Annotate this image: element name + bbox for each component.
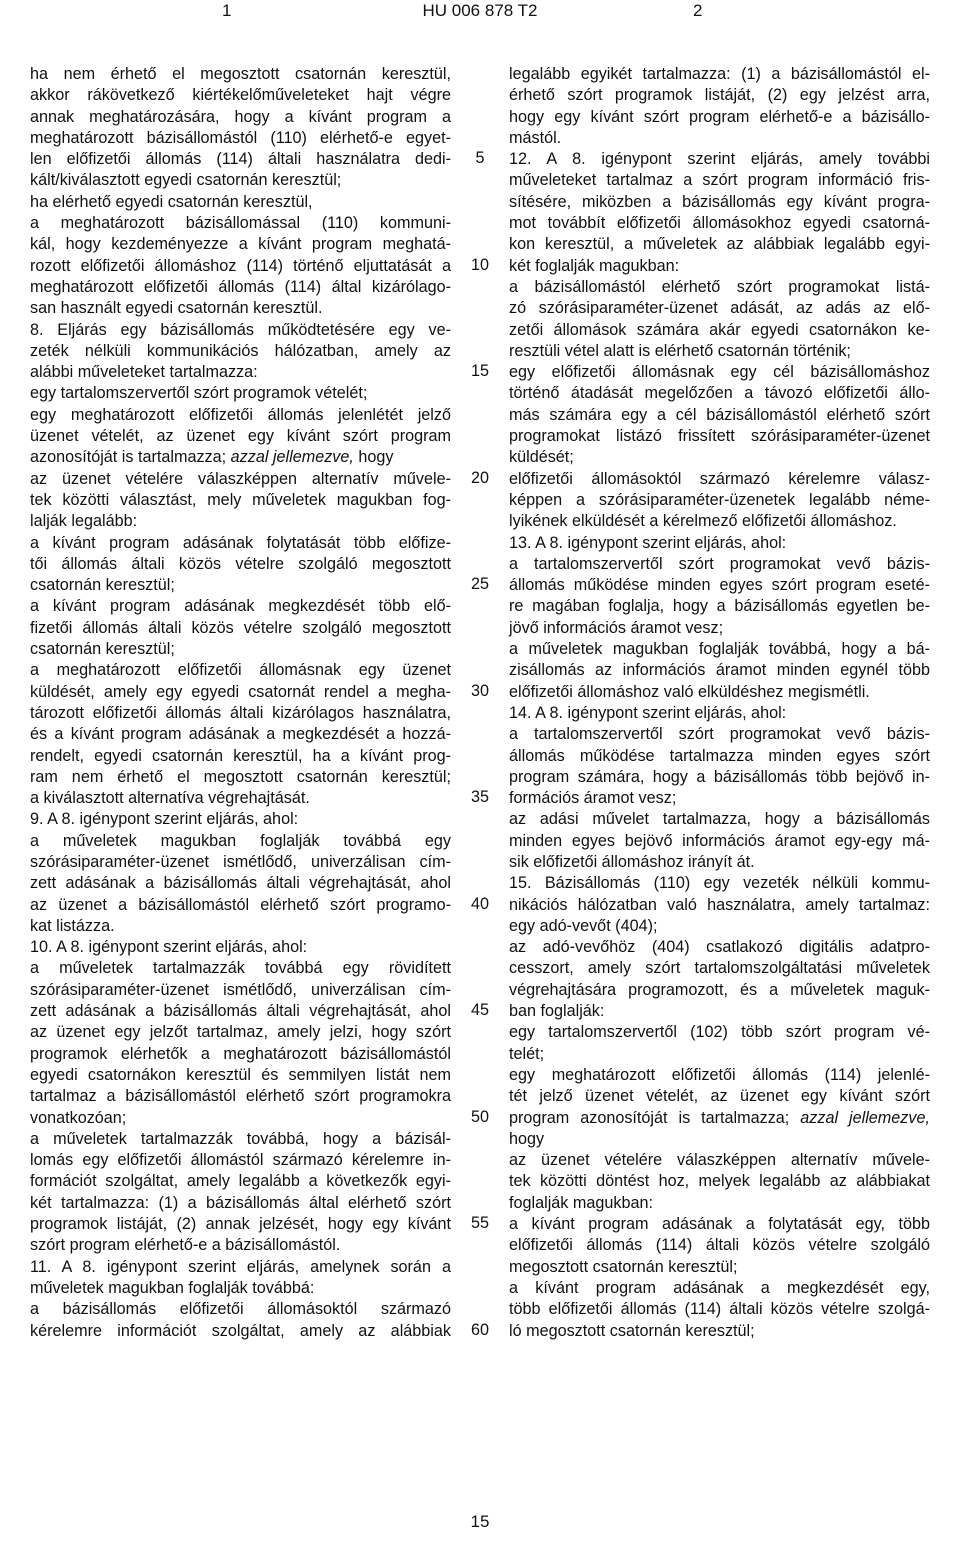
line-number: 35 [470, 788, 489, 807]
line-number: 20 [470, 468, 489, 487]
text-line: üzenet vételét, az üzenet egy kívánt szórt program [30, 427, 451, 446]
text-line: és a kívánt program adásának a megkezdését a hozzá- [30, 725, 451, 744]
line-number: 50 [470, 1107, 489, 1126]
text-line: fizetői állomás általi közös vételre szolgáló megosztott [30, 618, 451, 637]
text-line: végrehajtására programozott, és a műveletek maguk- [509, 980, 930, 999]
text-line: tek közötti döntést hoz, melyek legalább az alábbiakat [509, 1172, 930, 1191]
column-number-left: 1 [222, 1, 232, 20]
text-line: 12. A 8. igénypont szerint eljárás, amely további [509, 150, 930, 169]
page-number: 15 [470, 1512, 490, 1531]
text-line: tét jelző üzenet vételét, az üzenet egy kívánt szórt [509, 1087, 930, 1106]
text-line: akkor rákövetkező kiértékelőműveleteket hajt végre [30, 86, 451, 105]
text-line: mástól. [509, 128, 562, 147]
text-line: két tartalmazza: (1) a bázisállomás által elérhető szórt [30, 1193, 451, 1212]
text-line: rozott előfizetői állomáshoz (114) történő eljuttatását a [30, 256, 451, 275]
text-line: a meghatározott előfizetői állomásnak egy üzenet [30, 661, 451, 680]
line-number: 5 [475, 149, 485, 168]
document-id: HU 006 878 T2 [422, 1, 538, 20]
text-line: meghatározott előfizetői állomás (114) által kizárólago- [30, 277, 451, 296]
text-line: rendelt, egyedi csatornán keresztül, ha a kívánt prog- [30, 746, 451, 765]
text-line: az üzenet vételére válaszképpen alternatív művele- [509, 1151, 930, 1170]
text-line: program azonosítóját is tartalmazza; azzal jellemezve, [509, 1108, 930, 1127]
text-line: kat listázza. [30, 916, 115, 935]
text-line: ha elérhető egyedi csatornán keresztül, [30, 192, 313, 211]
text-line: a műveletek tartalmazzák továbbá egy rövidített [30, 959, 451, 978]
text-line: meghatározott bázisállomástól (110) elérhető-e egyet- [30, 128, 451, 147]
page-footer [0, 1512, 960, 1532]
text-line: előfizetői állomás (114) általi közös vételre szolgáló [509, 1236, 930, 1255]
line-number: 60 [470, 1320, 489, 1339]
text-line: san használt egyedi csatornán keresztül. [30, 299, 323, 318]
text-line: kál, hogy kezdeményezze a kívánt program meghatá- [30, 235, 451, 254]
text-line: cesszort, amely szórt tartalomszolgáltatási műveletek [509, 959, 930, 978]
text-line: megosztott csatornán keresztül; [509, 1257, 738, 1276]
text-line: lomás egy előfizetői állomástól származó kérelemre in- [30, 1151, 451, 1170]
text-line: 8. Eljárás egy bázisállomás működtetésére egy ve- [30, 320, 451, 339]
text-line: programok listáját, (2) annak jelzését, hogy egy kívánt [30, 1215, 451, 1234]
text-line: ban foglalják: [509, 1002, 605, 1021]
text-line: a műveletek magukban foglalják továbbá, hogy a bá- [509, 640, 930, 659]
text-line: 11. A 8. igénypont szerint eljárás, amelynek során a [30, 1257, 451, 1276]
text-line: küldését; [509, 448, 574, 467]
text-line: zett adásának a bázisállomás általi végrehajtását, ahol [30, 1002, 451, 1021]
text-line: resztüli vétel alatt is elérhető csatornán történik; [509, 341, 851, 360]
text-line: két foglalják magukban: [509, 256, 680, 275]
text-line: tározott előfizetői állomás általi kizárólagos használatra, [30, 703, 451, 722]
text-line: a kívánt program adásának a megkezdését egy, [509, 1278, 930, 1297]
text-line: a tartalomszervertől szórt programokat vevő bázis- [509, 554, 930, 573]
text-line: tek közötti választást, mely műveletek magukban fog- [30, 490, 451, 509]
text-line: ló megosztott csatornán keresztül; [509, 1321, 755, 1340]
text-line: a meghatározott bázisállomással (110) kommuni- [30, 214, 451, 233]
text-line: hogy [509, 1129, 545, 1148]
text-line: a kiválasztott alternatíva végrehajtását. [30, 789, 310, 808]
text-line: alábbi műveleteket tartalmazza: [30, 363, 258, 382]
text-line: 13. A 8. igénypont szerint eljárás, ahol: [509, 533, 787, 552]
text-line: sítésére, miközben a bázisállomás egy kívánt progra- [509, 192, 930, 211]
text-line: vonatkozóan; [30, 1108, 127, 1127]
text-line: a tartalomszervertől szórt programokat vevő bázis- [509, 725, 930, 744]
text-line: érhető szórt programok listáját, (2) egy jelzést arra, [509, 86, 930, 105]
text-line: küldését, amely egy egyedi csatornát rendel a megha- [30, 682, 451, 701]
text-line: 14. A 8. igénypont szerint eljárás, ahol: [509, 703, 787, 722]
text-line: a kívánt program adásának folytatását több előfize- [30, 533, 451, 552]
text-line: 10. A 8. igénypont szerint eljárás, ahol: [30, 938, 308, 957]
text-line: formációs áramot vesz; [509, 789, 677, 808]
text-line: állomás működése tartalmazza minden egyes szórt [509, 746, 930, 765]
column-number-right: 2 [693, 1, 703, 20]
text-line: az üzenet egy jelzőt tartalmaz, amely jelzi, hogy szórt [30, 1023, 451, 1042]
text-line: a kívánt program adásának megkezdését több elő- [30, 597, 451, 616]
line-number: 15 [470, 362, 489, 381]
text-line: kon keresztül, a műveletek az alábbiak legalább egyi- [509, 235, 930, 254]
text-line: előfizetői állomásoktól származó kérelemre válasz- [509, 469, 930, 488]
text-line: zisállomás az információs áramot minden egynél több [509, 661, 930, 680]
text-line: egy meghatározott előfizetői állomás jelenlétét jelző [30, 405, 451, 424]
text-line: zó szórásiparaméter-üzenet adását, az adás az elő- [509, 299, 930, 318]
text-line: program számára, hogy a bázisállomás több bejövő in- [509, 767, 930, 786]
text-line: kált/kiválasztott egyedi csatornán keresztül; [30, 171, 342, 190]
line-number: 25 [470, 575, 489, 594]
text-line: az adási művelet tartalmazza, hogy a bázisállomás [509, 810, 930, 829]
text-line: szórt program elérhető-e a bázisállomástól. [30, 1236, 341, 1255]
text-line: hogy egy kívánt szórt program elérhető-e a bázisállo- [509, 107, 930, 126]
text-line: képpen a szórásiparaméter-üzenetek legalább néme- [509, 490, 930, 509]
text-line: foglalják magukban: [509, 1193, 653, 1212]
text-line: nikációs hálózatban való használatra, amely tartalmaz: [509, 895, 930, 914]
text-line: a műveletek magukban foglalják továbbá egy [30, 831, 451, 850]
text-line: egy meghatározott előfizetői állomás (114) jelenlé- [509, 1065, 930, 1084]
page-header [0, 0, 960, 26]
text-line: a bázisállomás előfizetői állomásoktól származó [30, 1300, 451, 1319]
text-line: 15. Bázisállomás (110) egy vezeték nélküli kommu- [509, 874, 930, 893]
text-line: egyedi csatornákon keresztül és semmilyen listát nem [30, 1065, 451, 1084]
text-line: a kívánt program adásának a folytatását egy, több [509, 1215, 930, 1234]
text-line: egy előfizetői állomásnak egy cél bázisállomáshoz [509, 363, 930, 382]
text-line: sik előfizetői állomáshoz irányít át. [509, 852, 755, 871]
text-line: mot továbbít előfizetői állomásokhoz egyedi csatorná- [509, 214, 930, 233]
text-line: 9. A 8. igénypont szerint eljárás, ahol: [30, 810, 299, 829]
text-line: ram nem érhető el megosztott csatornán keresztül; [30, 767, 451, 786]
text-line: a műveletek tartalmazzák továbbá, hogy a bázisál- [30, 1129, 451, 1148]
text-line: egy tartalomszervertől szórt programok vételét; [30, 384, 368, 403]
text-line: azonosítóját is tartalmazza; azzal jellemezve, hogy [30, 448, 394, 467]
text-line: az üzenet a bázisállomástól elérhető szórt programo- [30, 895, 451, 914]
text-line: több előfizetői állomás (114) általi közös vételre szolgá- [509, 1300, 930, 1319]
text-line: programok elérhetők a meghatározott bázisállomástól [30, 1044, 451, 1063]
line-number: 55 [470, 1214, 489, 1233]
text-line: tői állomás általi közös vételre szolgáló megosztott [30, 554, 451, 573]
line-number: 40 [470, 894, 489, 913]
text-line: állomás működése minden egyes szórt program eseté- [509, 576, 930, 595]
line-number: 10 [470, 255, 489, 274]
text-line: programokat listázó frissített szórásiparaméter-üzenet [509, 427, 930, 446]
text-line: formációt szolgáltat, amely legalább a következők egyi- [30, 1172, 451, 1191]
text-line: egy tartalomszervertől (102) több szórt program vé- [509, 1023, 930, 1042]
text-line: lyikének elküldését a kérelmező előfizetői állomáshoz. [509, 512, 897, 531]
text-line: más számára egy a cél bázisállomástól elérhető szórt [509, 405, 930, 424]
text-line: zetői állomások számára akár egyedi csatornákon ke- [509, 320, 930, 339]
text-line: telét; [509, 1044, 545, 1063]
text-line: szórásiparaméter-üzenet ismétlődő, univerzálisan cím- [30, 852, 451, 871]
text-line: legalább egyikét tartalmazza: (1) a bázisállomástól el- [509, 65, 930, 83]
text-line: zett adásának a bázisállomás általi végrehajtását, ahol [30, 874, 451, 893]
right-text-column [509, 64, 930, 1342]
text-line: műveletek magukban foglalják továbbá: [30, 1278, 315, 1297]
text-line: kérelemre információt szolgáltat, amely az alábbiak [30, 1321, 451, 1340]
text-line: a bázisállomástól elérhető szórt programokat listá- [509, 277, 930, 296]
text-line: történő átadását megelőzően a távozó előfizetői állo- [509, 384, 930, 403]
text-line: jövő információs áramot vesz; [509, 618, 724, 637]
text-line: lalják legalább: [30, 512, 138, 531]
text-line: annak meghatározására, hogy a kívánt program a [30, 107, 451, 126]
text-line: szórásiparaméter-üzenet ismétlődő, univerzálisan cím- [30, 980, 451, 999]
text-line: előfizetői állomáshoz való elküldéshez megismétli. [509, 682, 870, 701]
text-line: műveleteket tartalmaz a szórt program információ fris- [509, 171, 930, 190]
text-line: csatornán keresztül; [30, 576, 175, 595]
text-line: egy adó-vevőt (404); [509, 916, 658, 935]
text-line: minden egyes bejövő információs áramot egy-egy má- [509, 831, 930, 850]
text-line: csatornán keresztül; [30, 640, 175, 659]
left-text-column [30, 64, 451, 1342]
text-line: zeték nélküli kommunikációs hálózatban, amely az [30, 341, 451, 360]
text-line: az adó-vevőhöz (404) csatlakozó digitális adatpro- [509, 938, 930, 957]
line-number: 45 [470, 1001, 489, 1020]
line-number: 30 [470, 681, 489, 700]
text-line: az üzenet vételére válaszképpen alternatív művele- [30, 469, 451, 488]
text-line: len előfizetői állomás (114) általi használatra dedi- [30, 150, 451, 169]
text-line: re magában foglalja, hogy a bázisállomás egyetlen be- [509, 597, 930, 616]
text-line: ha nem érhető el megosztott csatornán keresztül, [30, 65, 451, 83]
text-line: tartalmaz a bázisállomástól elérhető szórt programokra [30, 1087, 451, 1106]
